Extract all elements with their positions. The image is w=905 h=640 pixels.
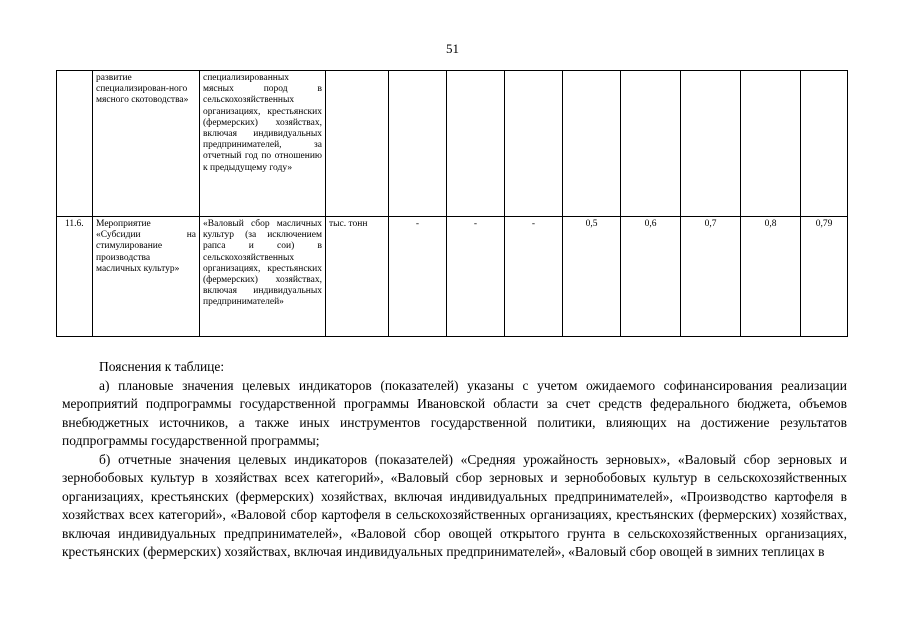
table-row — [57, 71, 848, 217]
value-cell — [389, 71, 447, 217]
value-cell: 0,8 — [741, 217, 801, 337]
value-cell: 0,79 — [801, 217, 848, 337]
note-paragraph-a: а) плановые значения целевых индикаторов (показателей) указаны с учетом ожидаемого софинансирования реализации мероприятий подпрограммы государственной программы Ивановской области за счет средств федерального бюджета, объемов внебюджетных источников, а также иных инструментов государственной политики, влияющих на достижение результатов подпрограммы государственной программы; — [62, 377, 847, 448]
page-number: 51 — [446, 41, 459, 56]
table-row — [57, 217, 848, 337]
value-cell: - — [505, 217, 563, 337]
value-cell: - — [389, 217, 447, 337]
value-cell: 0,7 — [681, 217, 741, 337]
value-cell — [505, 71, 563, 217]
unit-cell: тыс. тонн — [326, 217, 389, 337]
measure-name-cell: развитие специализирован-ного мясного скотоводства» — [93, 71, 200, 217]
row-number — [57, 71, 93, 217]
note-paragraph-b: б) отчетные значения целевых индикаторов (показателей) «Средняя урожайность зерновых», «Валовый сбор зерновых и зернобобовых культур в хозяйствах всех категорий», «Валовый сбор зерновых и зернобобовых культур в сельскохозяйственных организациях, крестьянских (фермерских) хозяйствах, включая индивидуальных предпринимателей», «Производство картофеля в хозяйствах всех категорий», «Валовой сбор картофеля в сельскохозяйственных организациях, крестьянских (фермерских) хозяйствах, включая индивидуальных предпринимателей», «Валовой сбор овощей открытого грунта в сельскохозяйственных организациях, крестьянских (фермерских) хозяйствах, включая индивидуальных предпринимателей», «Валовый сбор овощей в зимних теплицах в — [62, 451, 847, 559]
value-cell: 0,5 — [563, 217, 621, 337]
row-number: 11.6. — [57, 217, 93, 337]
unit-cell — [326, 71, 389, 217]
indicator-name-cell: «Валовый сбор масличных культур (за исключением рапса и сои) в сельскохозяйственных организациях, крестьянских (фермерских) хозяйствах, включая индивидуальных предпринимателей» — [200, 217, 326, 337]
notes-heading: Пояснения к таблице: — [99, 359, 225, 374]
value-cell — [447, 71, 505, 217]
indicators-table — [56, 70, 848, 337]
indicator-name-cell: специализированных мясных пород в сельскохозяйственных организациях, крестьянских (фермерских) хозяйствах, включая индивидуальных предпринимателей, за отчетный год по отношению к предыдущему году» — [200, 71, 326, 217]
value-cell — [621, 71, 681, 217]
value-cell: - — [447, 217, 505, 337]
value-cell — [741, 71, 801, 217]
value-cell — [801, 71, 848, 217]
value-cell — [681, 71, 741, 217]
measure-name-cell: Мероприятие «Субсидии на стимулирование производства масличных культур» — [93, 217, 200, 337]
value-cell: 0,6 — [621, 217, 681, 337]
value-cell — [563, 71, 621, 217]
table-notes — [62, 358, 847, 562]
